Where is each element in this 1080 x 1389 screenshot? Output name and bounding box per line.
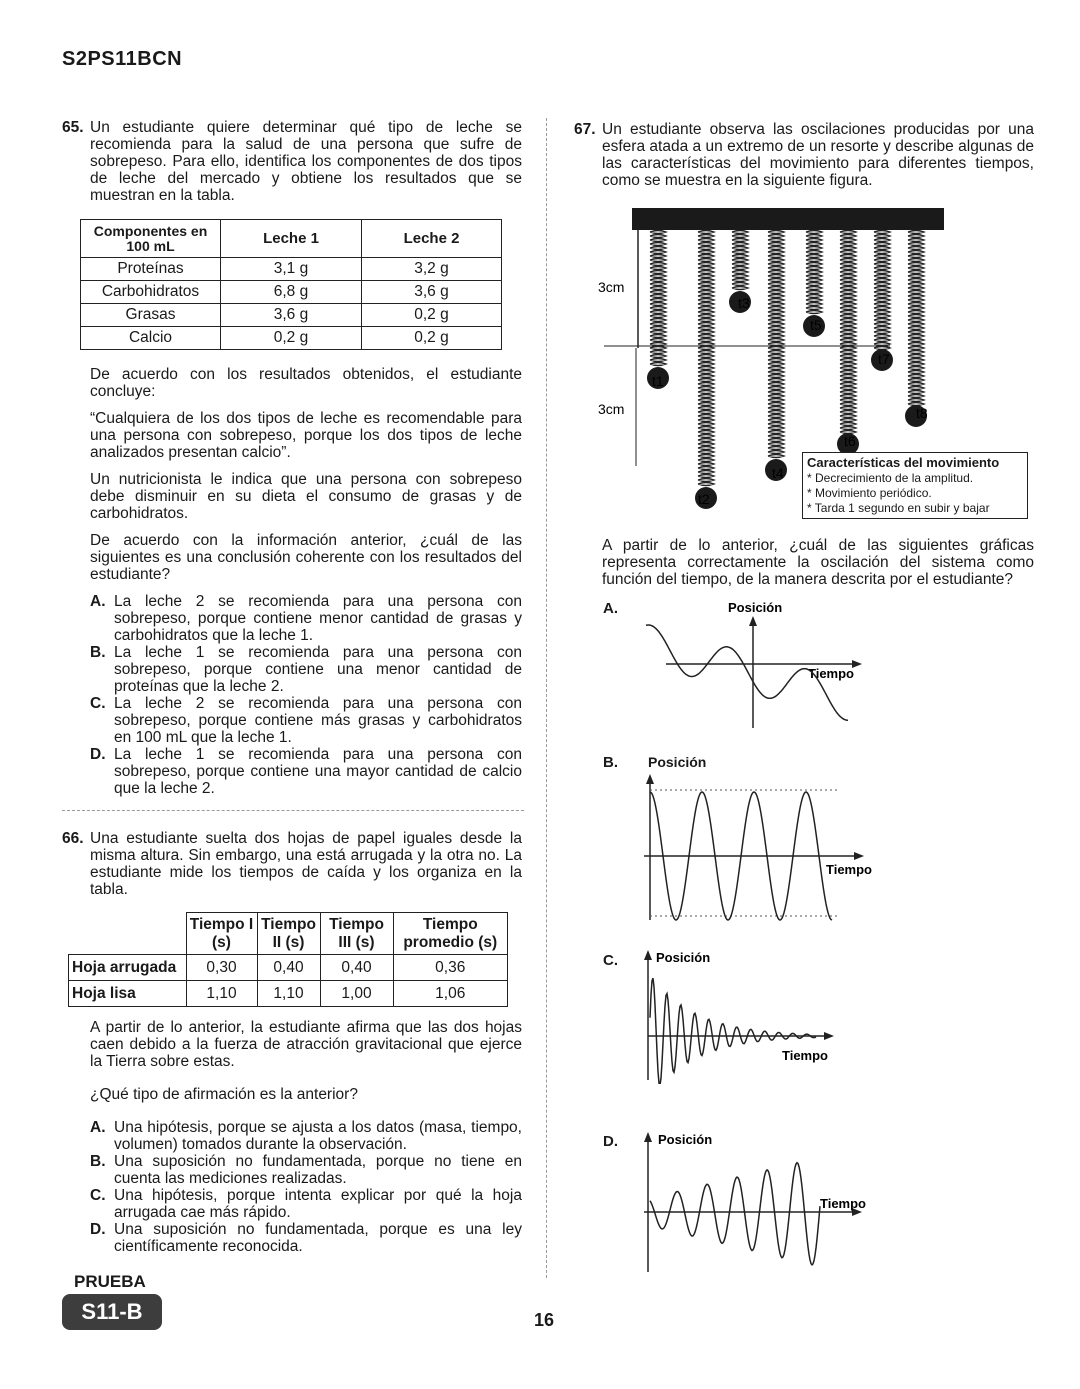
box-item: * Decrecimiento de la amplitud.: [807, 471, 974, 485]
option-text: Una suposición no fundamentada, porque no tiene en cuenta las mediciones realizadas.: [114, 1153, 522, 1187]
paragraph: A partir de lo anterior, la estudiante afirma que las dos hojas caen debido a la fuerza de atracción gravitacional que ejerce la Tierra sobre estas.: [90, 1019, 522, 1070]
table-cell: 1,00: [320, 981, 393, 1007]
table-header: Componentes en 100 mL: [81, 220, 221, 258]
table-header: Tiempo II (s): [257, 913, 320, 955]
table-header: Leche 1: [221, 220, 362, 258]
table-cell: 0,36: [393, 955, 508, 981]
table-cell: 3,2 g: [362, 258, 502, 281]
box-title: Características del movimiento: [807, 455, 1000, 470]
question-number: 67.: [574, 121, 596, 138]
y-arrow-icon: [646, 774, 654, 784]
table-cell: 1,10: [257, 981, 320, 1007]
option-c-graph[interactable]: [636, 944, 876, 1084]
answer-option-a[interactable]: [90, 593, 522, 644]
table-cell: 0,2 g: [362, 327, 502, 350]
table-cell: 0,2 g: [221, 327, 362, 350]
y-axis-label: Posición: [728, 600, 783, 615]
question-divider: [62, 810, 524, 811]
question-65: [62, 119, 522, 204]
test-label: PRUEBA: [74, 1272, 146, 1291]
option-text: Una suposición no fundamentada, porque es una ley científicamente reconocida.: [114, 1221, 522, 1255]
table-cell: 6,8 g: [221, 281, 362, 304]
question-67-prompt: [602, 537, 1034, 588]
time-label-t4: t4: [772, 465, 784, 481]
row-label: Hoja arrugada: [69, 955, 187, 981]
paragraph: De acuerdo con la información anterior, ¿cuál de las siguientes es una conclusión coherente con los resultados del estudiante?: [90, 532, 522, 583]
option-d-graph[interactable]: [636, 1126, 886, 1276]
table-header: Leche 2: [362, 220, 502, 258]
question-intro: Un estudiante quiere determinar qué tipo de leche se recomienda para la salud de una persona que sufre de sobrepeso. Para ello, identifica los componentes de dos tipos de leche del mercado y obtiene los resultados que se muestran en la tabla.: [90, 119, 522, 204]
table-cell: 0,2 g: [362, 304, 502, 327]
table-header: Tiempo III (s): [320, 913, 393, 955]
motion-characteristics-box: [802, 452, 1028, 519]
option-letter: C.: [90, 695, 106, 712]
option-letter: A.: [90, 1119, 106, 1136]
spring-coil: [698, 231, 714, 486]
table-cell: Calcio: [81, 327, 221, 350]
x-axis-label: Tiempo: [820, 1196, 866, 1211]
answer-option-b[interactable]: [90, 644, 522, 695]
option-b-letter[interactable]: B.: [603, 754, 618, 771]
table-cell: 3,6 g: [362, 281, 502, 304]
answer-option-d[interactable]: [90, 1221, 522, 1255]
x-axis-label: Tiempo: [808, 666, 854, 681]
spring-coil: [650, 231, 666, 366]
answer-option-c[interactable]: [90, 1187, 522, 1221]
option-letter: C.: [90, 1187, 106, 1204]
y-axis-label: Posición: [648, 754, 707, 770]
x-axis-label: Tiempo: [826, 862, 872, 877]
time-label-t6: t6: [844, 433, 856, 449]
question-number: 65.: [62, 119, 84, 136]
option-text: La leche 2 se recomienda para una persona con sobrepeso, porque contiene menor cantidad de grasas y carbohidratos que la leche 1.: [114, 593, 522, 644]
y-axis-label: Posición: [658, 1132, 713, 1147]
wave-curve: [650, 978, 816, 1084]
table-cell: 0,40: [320, 955, 393, 981]
answer-option-c[interactable]: [90, 695, 522, 746]
option-letter: A.: [90, 593, 106, 610]
option-a-letter[interactable]: A.: [603, 600, 618, 617]
row-label: Hoja lisa: [69, 981, 187, 1007]
option-b-graph[interactable]: [636, 770, 896, 930]
time-label-t7: t7: [878, 351, 890, 367]
question-67: [574, 121, 1034, 189]
y-axis-label: Posición: [656, 950, 711, 965]
answer-option-b[interactable]: [90, 1153, 522, 1187]
time-label-t1: t1: [652, 373, 664, 389]
y-arrow-icon: [644, 950, 652, 960]
table-cell: 3,1 g: [221, 258, 362, 281]
y-arrow-icon: [644, 1132, 652, 1142]
spring-coil: [840, 231, 856, 434]
paragraph: ¿Qué tipo de afirmación es la anterior?: [90, 1086, 358, 1103]
spring-coil: [908, 231, 924, 406]
column-divider: [546, 118, 547, 1278]
question-66: [62, 830, 522, 898]
option-letter: B.: [90, 644, 106, 661]
page-number: 16: [534, 1310, 555, 1330]
option-text: Una hipótesis, porque intenta explicar por qué la hoja arrugada cae más rápido.: [114, 1187, 522, 1221]
table-cell: Carbohidratos: [81, 281, 221, 304]
empty-corner: [69, 913, 187, 955]
test-badge: S11-B: [62, 1294, 162, 1330]
table-header: Tiempo promedio (s): [393, 913, 508, 955]
time-label-t5: t5: [810, 317, 822, 333]
x-axis-label: Tiempo: [782, 1048, 828, 1063]
time-label-t2: t2: [698, 491, 710, 507]
box-item: * Movimiento periódico.: [807, 486, 932, 500]
time-label-t3: t3: [738, 295, 750, 311]
wave-curve: [650, 1163, 820, 1265]
answer-option-d[interactable]: [90, 746, 522, 797]
time-label-t8: t8: [916, 405, 928, 421]
table-cell: Proteínas: [81, 258, 221, 281]
fall-time-table: [68, 912, 508, 1007]
table-cell: 0,30: [186, 955, 257, 981]
question-number: 66.: [62, 830, 84, 847]
option-letter: B.: [90, 1153, 106, 1170]
x-arrow-icon: [824, 1032, 834, 1040]
option-text: La leche 2 se recomienda para una persona con sobrepeso, porque contiene más grasas y carbohidratos en 100 mL que la leche 1.: [114, 695, 522, 746]
question-65-body: [90, 366, 522, 797]
option-d-letter[interactable]: D.: [603, 1133, 618, 1150]
question-66-body: [90, 1019, 522, 1255]
table-cell: 3,6 g: [221, 304, 362, 327]
option-letter: D.: [90, 1221, 106, 1238]
option-letter: D.: [90, 746, 106, 763]
spring-coil: [874, 231, 890, 350]
paragraph: “Cualquiera de los dos tipos de leche es recomendable para una persona con sobrepeso, porque los dos tipos de leche analizados presentan calcio”.: [90, 410, 522, 461]
dimension-label: 3cm: [598, 401, 625, 417]
spring-coil: [806, 231, 822, 314]
paragraph: Un nutricionista le indica que una persona con sobrepeso debe disminuir en su dieta el consumo de grasas y de carbohidratos.: [90, 471, 522, 522]
dimension-label: 3cm: [598, 279, 625, 295]
option-text: La leche 1 se recomienda para una persona con sobrepeso, porque contiene una menor cantidad de proteínas que la leche 2.: [114, 644, 522, 695]
option-a-graph[interactable]: [636, 598, 876, 733]
question-intro: Un estudiante observa las oscilaciones producidas por una esfera atada a un extremo de un resorte y describe algunas de las características del movimiento para diferentes tiempos, como se muestra en la siguiente figura.: [602, 121, 1034, 189]
answer-option-a[interactable]: [90, 1119, 522, 1153]
ceiling-bar: [632, 208, 944, 230]
exam-code: S2PS11BCN: [62, 48, 183, 70]
table-cell: 1,10: [186, 981, 257, 1007]
spring-coil: [732, 231, 748, 290]
question-intro: Una estudiante suelta dos hojas de papel iguales desde la misma altura. Sin embargo, una está arrugada y la otra no. La estudiante mide los tiempos de caída y los organiza en la tabla.: [90, 830, 522, 898]
milk-table: [80, 219, 502, 350]
y-arrow-icon: [749, 616, 757, 626]
paragraph: De acuerdo con los resultados obtenidos, el estudiante concluye:: [90, 366, 522, 400]
paragraph: A partir de lo anterior, ¿cuál de las siguientes gráficas representa correctamente la oscilación del sistema como función del tiempo, de la manera descrita por el estudiante?: [602, 537, 1034, 588]
option-text: Una hipótesis, porque se ajusta a los datos (masa, tiempo, volumen) tomados durante la observación.: [114, 1119, 522, 1153]
option-c-letter[interactable]: C.: [603, 952, 618, 969]
table-cell: Grasas: [81, 304, 221, 327]
table-cell: 1,06: [393, 981, 508, 1007]
spring-coil: [768, 231, 784, 458]
box-item: * Tarda 1 segundo en subir y bajar: [807, 501, 990, 515]
x-arrow-icon: [854, 852, 864, 860]
option-text: La leche 1 se recomienda para una persona con sobrepeso, porque contiene una mayor cantidad de calcio que la leche 2.: [114, 746, 522, 797]
table-cell: 0,40: [257, 955, 320, 981]
table-header: Tiempo I (s): [186, 913, 257, 955]
